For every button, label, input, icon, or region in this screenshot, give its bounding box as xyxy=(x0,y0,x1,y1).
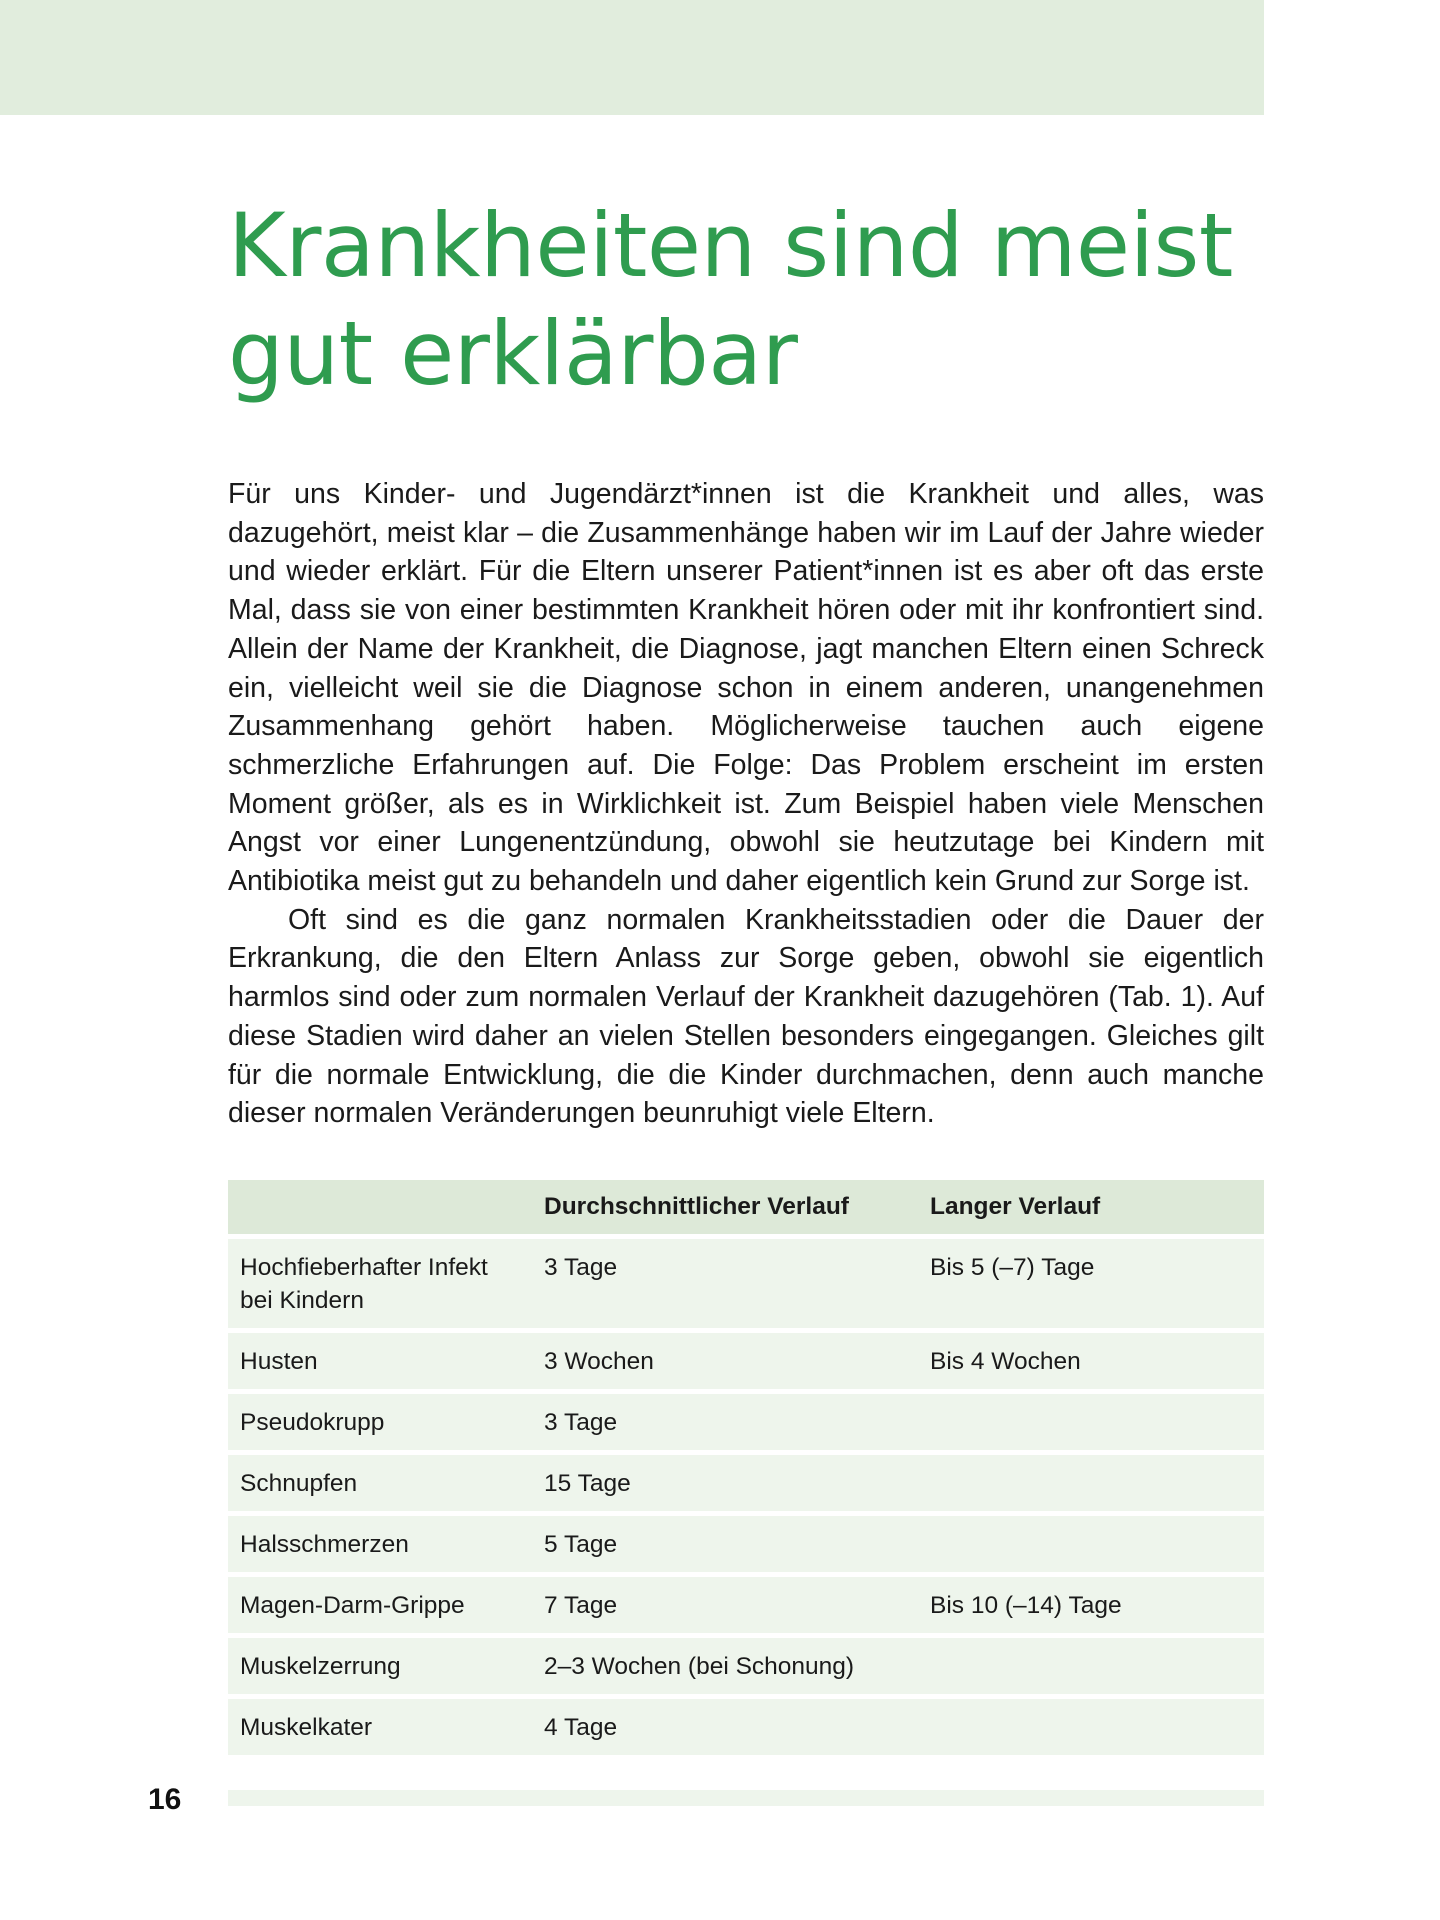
table-row xyxy=(228,1577,1264,1633)
top-color-band xyxy=(0,0,1264,115)
average-duration-cell: 5 Tage xyxy=(532,1516,918,1572)
table-row xyxy=(228,1455,1264,1511)
table-row xyxy=(228,1394,1264,1450)
header-long-course: Langer Verlauf xyxy=(918,1180,1264,1234)
illness-cell: Pseudokrupp xyxy=(228,1394,532,1450)
average-duration-cell: 3 Tage xyxy=(532,1394,918,1450)
long-duration-cell: Bis 5 (–7) Tage xyxy=(918,1239,1264,1328)
long-duration-cell xyxy=(918,1394,1264,1450)
long-duration-cell xyxy=(918,1516,1264,1572)
illness-cell: Hochfieberhafter Infekt bei Kindern xyxy=(228,1239,532,1328)
average-duration-cell: 2–3 Wochen (bei Schonung) xyxy=(532,1638,918,1694)
header-average-course: Durchschnittlicher Verlauf xyxy=(532,1180,918,1234)
long-duration-cell: Bis 10 (–14) Tage xyxy=(918,1577,1264,1633)
average-duration-cell: 7 Tage xyxy=(532,1577,918,1633)
table-row xyxy=(228,1638,1264,1694)
paragraph-2: Oft sind es die ganz normalen Krankheitsstadien oder die Dauer der Erkrankung, die den Eltern Anlass zur Sorge geben, obwohl sie eigentlich harmlos sind oder zum normalen Verlauf der Krankheit dazugehören (Tab. 1). Auf diese Stadien wird daher an vielen Stellen besonders eingegangen. Gleiches gilt für die normale Entwicklung, die die Kinder durchmachen, denn auch manche dieser normalen Veränderungen beunruhigt viele Eltern. xyxy=(228,903,1264,1130)
page-number: 16 xyxy=(148,1783,182,1816)
average-duration-cell: 15 Tage xyxy=(532,1455,918,1511)
table-row xyxy=(228,1516,1264,1572)
average-duration-cell: 3 Wochen xyxy=(532,1333,918,1389)
table-row xyxy=(228,1699,1264,1755)
long-duration-cell xyxy=(918,1455,1264,1511)
illness-cell: Muskelzerrung xyxy=(228,1638,532,1694)
page-title: Krankheiten sind meist gut erklärbar xyxy=(228,194,1233,405)
table-row xyxy=(228,1333,1264,1389)
long-duration-cell: Bis 4 Wochen xyxy=(918,1333,1264,1389)
long-duration-cell xyxy=(918,1638,1264,1694)
average-duration-cell: 3 Tage xyxy=(532,1239,918,1328)
illness-cell: Magen-Darm-Grippe xyxy=(228,1577,532,1633)
table-header-row xyxy=(228,1180,1264,1234)
illness-cell: Husten xyxy=(228,1333,532,1389)
long-duration-cell xyxy=(918,1699,1264,1755)
average-duration-cell: 4 Tage xyxy=(532,1699,918,1755)
illness-cell: Schnupfen xyxy=(228,1455,532,1511)
table-row xyxy=(228,1239,1264,1328)
paragraph-1: Für uns Kinder- und Jugendärzt*innen ist die Krankheit und alles, was dazugehört, meist klar – die Zusammenhänge haben wir im Lauf der Jahre wieder und wieder erklärt. Für die Eltern unserer Patient*innen ist es aber oft das erste Mal, dass sie von einer bestimmten Krankheit hören oder mit ihr konfrontiert sind. Allein der Name der Krankheit, die Diagnose, jagt manchen Eltern einen Schreck ein, vielleicht weil sie die Diagnose schon in einem anderen, unangenehmen Zusammenhang gehört haben. Möglicherweise tauchen auch eigene schmerzliche Erfahrungen auf. Die Folge: Das Problem erscheint im ersten Moment größer, als es in Wirklichkeit ist. Zum Beispiel haben viele Menschen Angst vor einer Lungenentzündung, obwohl sie heutzutage bei Kindern mit Antibiotika meist gut zu behandeln und daher eigentlich kein Grund zur Sorge ist. xyxy=(228,478,1264,898)
illness-cell: Muskelkater xyxy=(228,1699,532,1755)
header-illness xyxy=(228,1180,532,1234)
footer-bar xyxy=(228,1790,1264,1806)
illness-cell: Halsschmerzen xyxy=(228,1516,532,1572)
illness-duration-table xyxy=(228,1175,1264,1760)
body-text xyxy=(228,475,1264,1133)
